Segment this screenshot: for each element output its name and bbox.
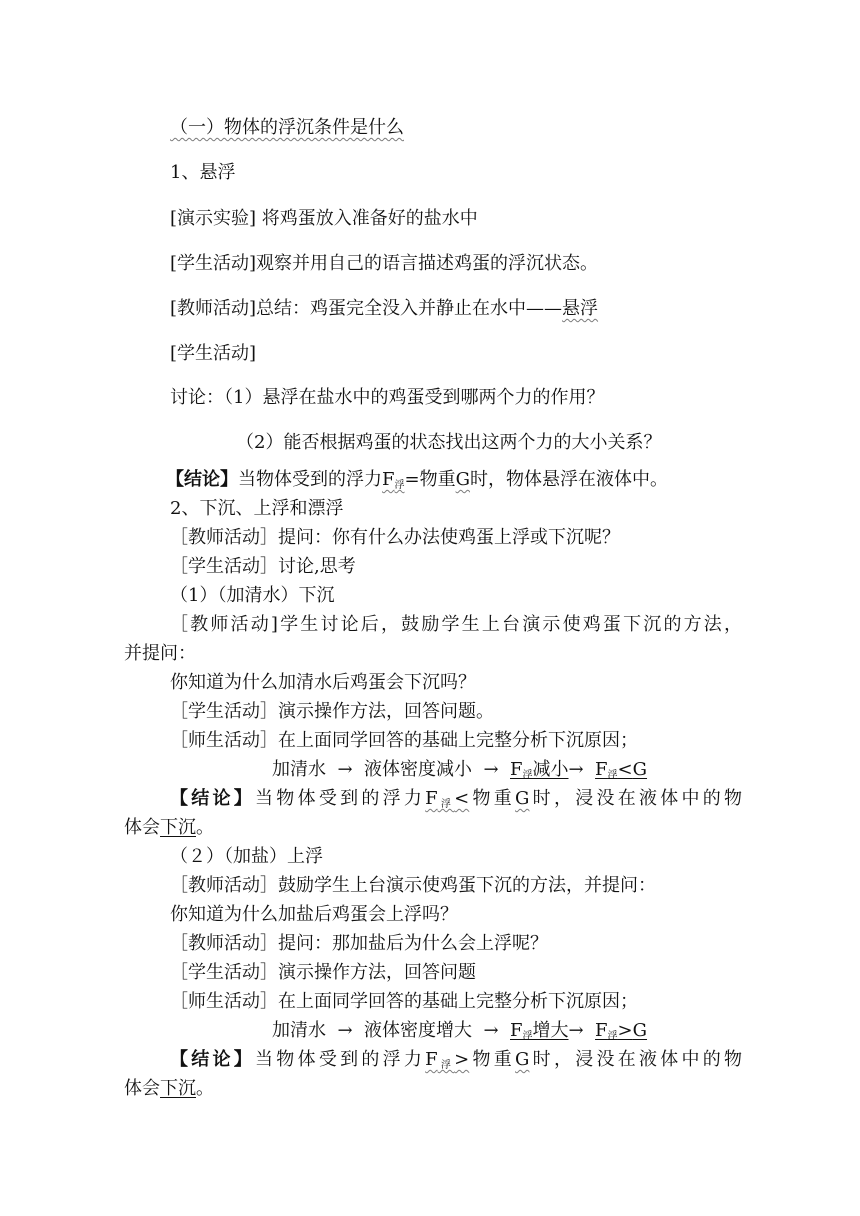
buoyancy-symbol: $F_浮$ [425,788,455,810]
conclusion-float [170,1048,742,1078]
section-title: （一）物体的浮沉条件是什么 [170,117,404,138]
discussion-question-1: 讨论：（1）悬浮在盐水中的鸡蛋受到哪两个力的作用？ [170,387,605,408]
question-sink: 你知道为什么加清水后鸡蛋会下沉吗？ [170,672,476,693]
conclusion-label: 【结论】 [170,1049,256,1070]
chain-step-water: 加清水 [272,759,326,780]
conclusion-text: 当物体受到的浮力 [255,1049,426,1070]
arrow-icon: → [483,759,499,780]
chain-step-density: 液体密度减小 [364,759,472,780]
teacher-summary-text: [教师活动]总结：鸡蛋完全没入并静止在水中 [170,298,527,319]
heading-suspension: 1、悬浮 [170,162,236,183]
float-subheading: （２）（加盐）上浮 [170,846,323,867]
arrow-icon: → [568,759,584,780]
arrow-icon: → [568,1020,584,1041]
conclusion-end: 时，物体悬浮在液体中。 [469,469,668,490]
weight-text: 物重 [469,1049,516,1070]
teacher-sink-line-cont: 并提问： [124,643,196,664]
student-demo-line: ［学生活动］演示操作方法，回答问题。 [170,701,494,722]
student-activity-line: [学生活动]观察并用自己的语言描述鸡蛋的浮沉状态。 [170,253,599,274]
term-sink: 下沉 [160,1078,196,1099]
conclusion-sink [170,787,742,817]
demo-experiment-line: [演示实验] 将鸡蛋放入准备好的盐水中 [170,208,478,229]
gravity-symbol: G [455,469,470,490]
weight-text: 物重 [469,788,516,809]
relation-sign: > [454,1049,470,1070]
teacher-summary-line [170,297,598,321]
relation-sign: < [454,788,470,809]
conclusion-end: 时，浸没在液体中的物 [529,788,743,809]
conclusion-label: 【结论】 [166,469,238,490]
term-sink: 下沉 [160,817,196,838]
heading-sink-float: 2、下沉、上浮和漂浮 [170,498,344,519]
teacher-question-line: ［教师活动］提问：你有什么办法使鸡蛋上浮或下沉呢？ [170,527,620,548]
chain-step-water: 加清水 [272,1020,326,1041]
chain-step-buoyancy: $F_浮$增大 [510,1020,569,1042]
chain-step-buoyancy: $F_浮$减小 [510,759,569,781]
arrow-icon: → [337,759,353,780]
reasoning-chain-sink [272,758,647,788]
conclusion-text: 当物体受到的浮力 [238,469,382,490]
teacher-sink-line: ［教师活动]学生讨论后，鼓励学生上台演示使鸡蛋下沉的方法， [170,614,742,635]
weight-text: 物重 [419,469,456,490]
teacher-question-float: ［教师活动］提问：那加盐后为什么会上浮呢？ [170,933,548,954]
teacher-float-line: ［教师活动］鼓励学生上台演示使鸡蛋下沉的方法，并提问： [170,875,656,896]
conclusion-float-cont: 体会下沉。 [124,1078,214,1099]
teacher-summary-term: 悬浮 [562,298,599,319]
arrow-icon: → [483,1020,499,1041]
discussion-question-2: （2）能否根据鸡蛋的状态找出这两个力的大小关系？ [236,432,662,453]
buoyancy-symbol: $F_浮$ [382,469,405,491]
sink-subheading: （1）（加清水）下沉 [170,585,335,606]
conclusion-sink-cont: 体会下沉。 [124,817,214,838]
buoyancy-symbol: $F_浮$ [425,1049,455,1071]
student-discuss-line: ［学生活动］讨论,思考 [170,556,356,577]
gravity-symbol: G [515,1049,530,1070]
teacher-student-analysis-line: ［师生活动］在上面同学回答的基础上完整分析下沉原因； [170,730,638,751]
conclusion-text: 当物体受到的浮力 [255,788,426,809]
chain-step-compare: $F_浮<G$ [595,759,648,781]
reasoning-chain-float [272,1019,647,1049]
teacher-summary-dash: —— [526,298,563,319]
arrow-icon: → [337,1020,353,1041]
student-demo-line-2: ［学生活动］演示操作方法，回答问题 [170,962,476,983]
conclusion-label: 【结论】 [170,788,256,809]
chain-step-density: 液体密度增大 [364,1020,472,1041]
relation-sign: = [404,469,420,490]
student-activity-label: [学生活动] [170,343,257,364]
question-float: 你知道为什么加盐后鸡蛋会上浮吗？ [170,904,458,925]
chain-step-compare: $F_浮>G$ [595,1020,648,1042]
conclusion-end: 时，浸没在液体中的物 [529,1049,743,1070]
conclusion-suspension [166,468,668,498]
teacher-student-analysis-line-2: ［师生活动］在上面同学回答的基础上完整分析下沉原因； [170,991,638,1012]
gravity-symbol: G [515,788,530,809]
